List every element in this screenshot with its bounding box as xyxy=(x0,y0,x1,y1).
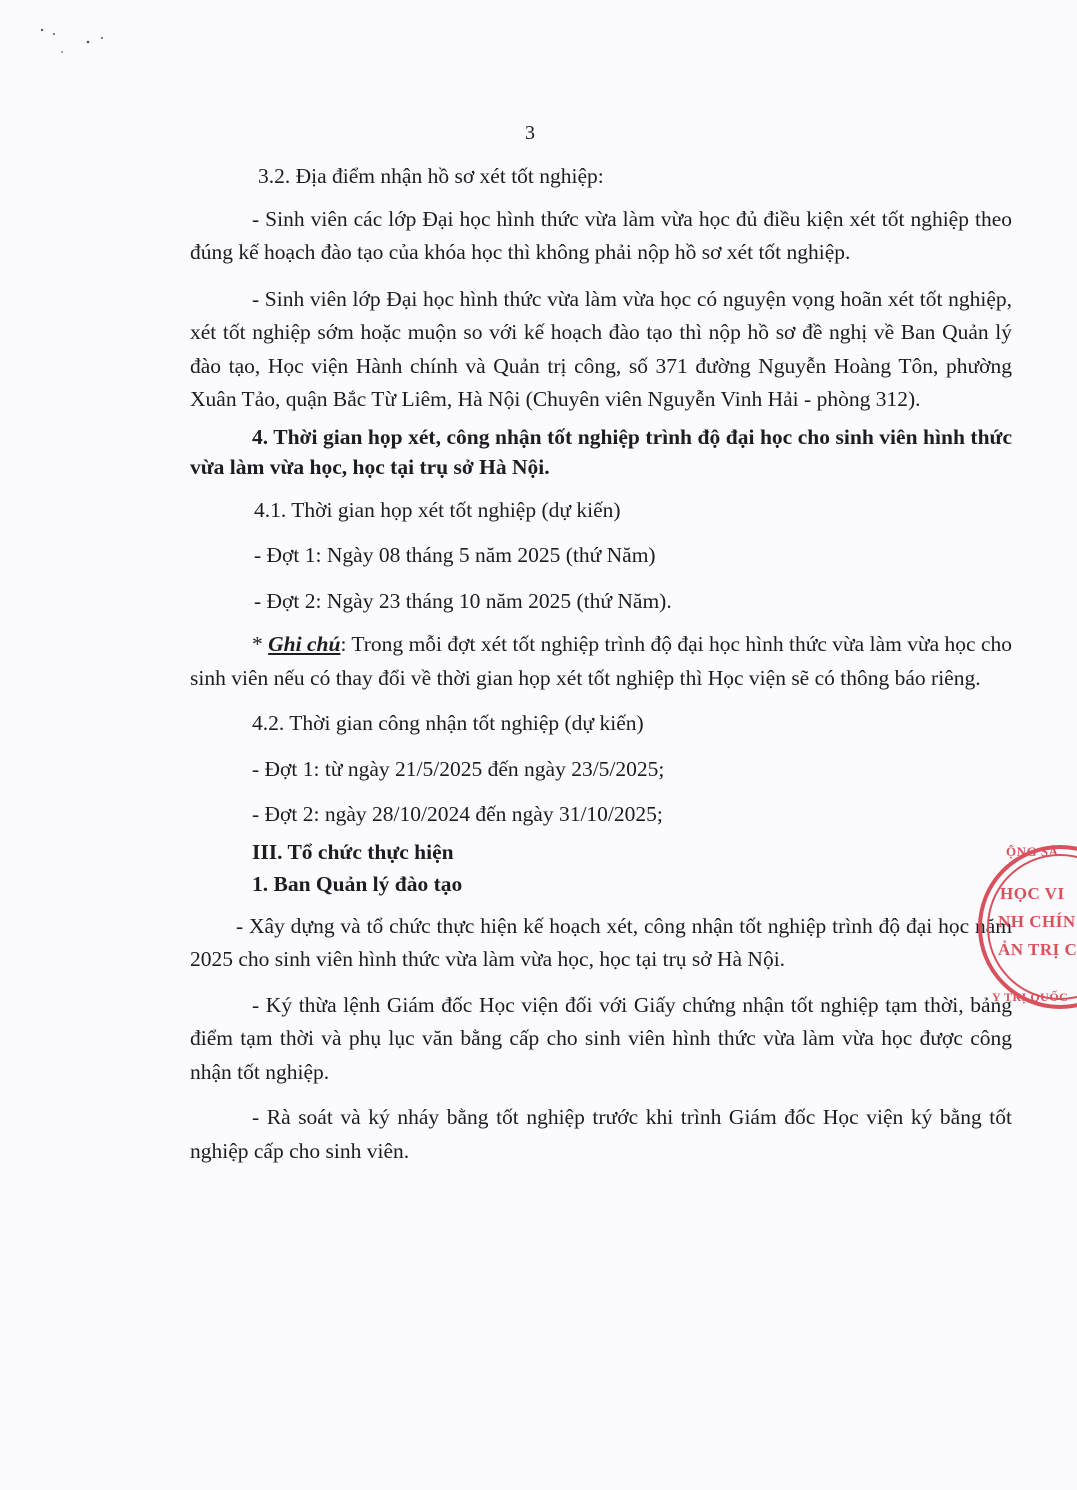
recognition-round-1: - Đợt 1: từ ngày 21/5/2025 đến ngày 23/5/2025; xyxy=(252,756,665,781)
management-duty-3: - Rà soát và ký nháy bằng tốt nghiệp trước khi trình Giám đốc Học viện ký bằng tốt nghiệp cấp cho sinh viên. xyxy=(190,1105,1012,1163)
seal-top-text: ỘNG SẢ xyxy=(1006,844,1059,859)
seal-line-2: NH CHÍN xyxy=(998,912,1076,931)
section-III-1-heading: 1. Ban Quản lý đào tạo xyxy=(252,871,463,896)
note-text: : Trong mỗi đợt xét tốt nghiệp trình độ đại học hình thức vừa làm vừa học cho sinh viên nếu có thay đổi về thời gian họp xét tốt nghiệp thì Học viện sẽ có thông báo riêng. xyxy=(190,632,1013,690)
section-III-heading: III. Tổ chức thực hiện xyxy=(252,839,454,864)
scan-specks xyxy=(38,26,118,56)
page-number: 3 xyxy=(525,122,535,144)
management-duty-1: - Xây dựng và tổ chức thực hiện kế hoạch xét, công nhận tốt nghiệp trình độ đại học năm 2025 cho sinh viên hình thức vừa làm vừa học, học tại trụ sở Hà Nội. xyxy=(190,913,1012,971)
section-4-2-heading: 4.2. Thời gian công nhận tốt nghiệp (dự kiến) xyxy=(252,711,644,735)
section-4-heading: 4. Thời gian họp xét, công nhận tốt nghiệp trình độ đại học cho sinh viên hình thức vừa làm vừa học, học tại trụ sở Hà Nội. xyxy=(190,424,1012,479)
section-3-2-paragraph-2: - Sinh viên lớp Đại học hình thức vừa làm vừa học có nguyện vọng hoãn xét tốt nghiệp, xét tốt nghiệp sớm hoặc muộn so với kế hoạch đào tạo thì nộp hồ sơ đề nghị về Ban Quản lý đào tạo, Học viện Hành chính và Quản trị công, số 371 đường Nguyễn Hoàng Tôn, phường Xuân Tảo, quận Bắc Từ Liêm, Hà Nội (Chuyên viên Nguyễn Vinh Hải - phòng 312). xyxy=(190,286,1012,411)
management-duty-2: - Ký thừa lệnh Giám đốc Học viện đối với Giấy chứng nhận tốt nghiệp tạm thời, bảng điểm tạm thời và phụ lục văn bằng cấp cho sinh viên hình thức vừa làm vừa học được công nhận tốt nghiệp. xyxy=(190,992,1012,1084)
section-3-2-heading: 3.2. Địa điểm nhận hồ sơ xét tốt nghiệp: xyxy=(258,164,604,188)
note-label: Ghi chú xyxy=(268,632,341,656)
official-red-seal xyxy=(978,832,1077,1022)
section-3-2-paragraph-1: - Sinh viên các lớp Đại học hình thức vừa làm vừa học đủ điều kiện xét tốt nghiệp theo đúng kế hoạch đào tạo của khóa học thì không phải nộp hồ sơ xét tốt nghiệp. xyxy=(190,206,1012,264)
seal-line-1: HỌC VI xyxy=(1000,884,1065,903)
note-paragraph xyxy=(190,628,1012,695)
section-4-1-heading: 4.1. Thời gian họp xét tốt nghiệp (dự kiến) xyxy=(254,497,621,522)
meeting-round-2: - Đợt 2: Ngày 23 tháng 10 năm 2025 (thứ Năm). xyxy=(254,588,672,613)
meeting-round-1: - Đợt 1: Ngày 08 tháng 5 năm 2025 (thứ Năm) xyxy=(254,543,656,567)
seal-bottom-text: Y TRỊ QUỐC xyxy=(992,990,1069,1004)
document-body xyxy=(190,160,1012,1168)
recognition-round-2: - Đợt 2: ngày 28/10/2024 đến ngày 31/10/2025; xyxy=(252,802,663,826)
note-prefix: * xyxy=(252,632,269,656)
seal-line-3: ẢN TRỊ C xyxy=(998,940,1077,959)
